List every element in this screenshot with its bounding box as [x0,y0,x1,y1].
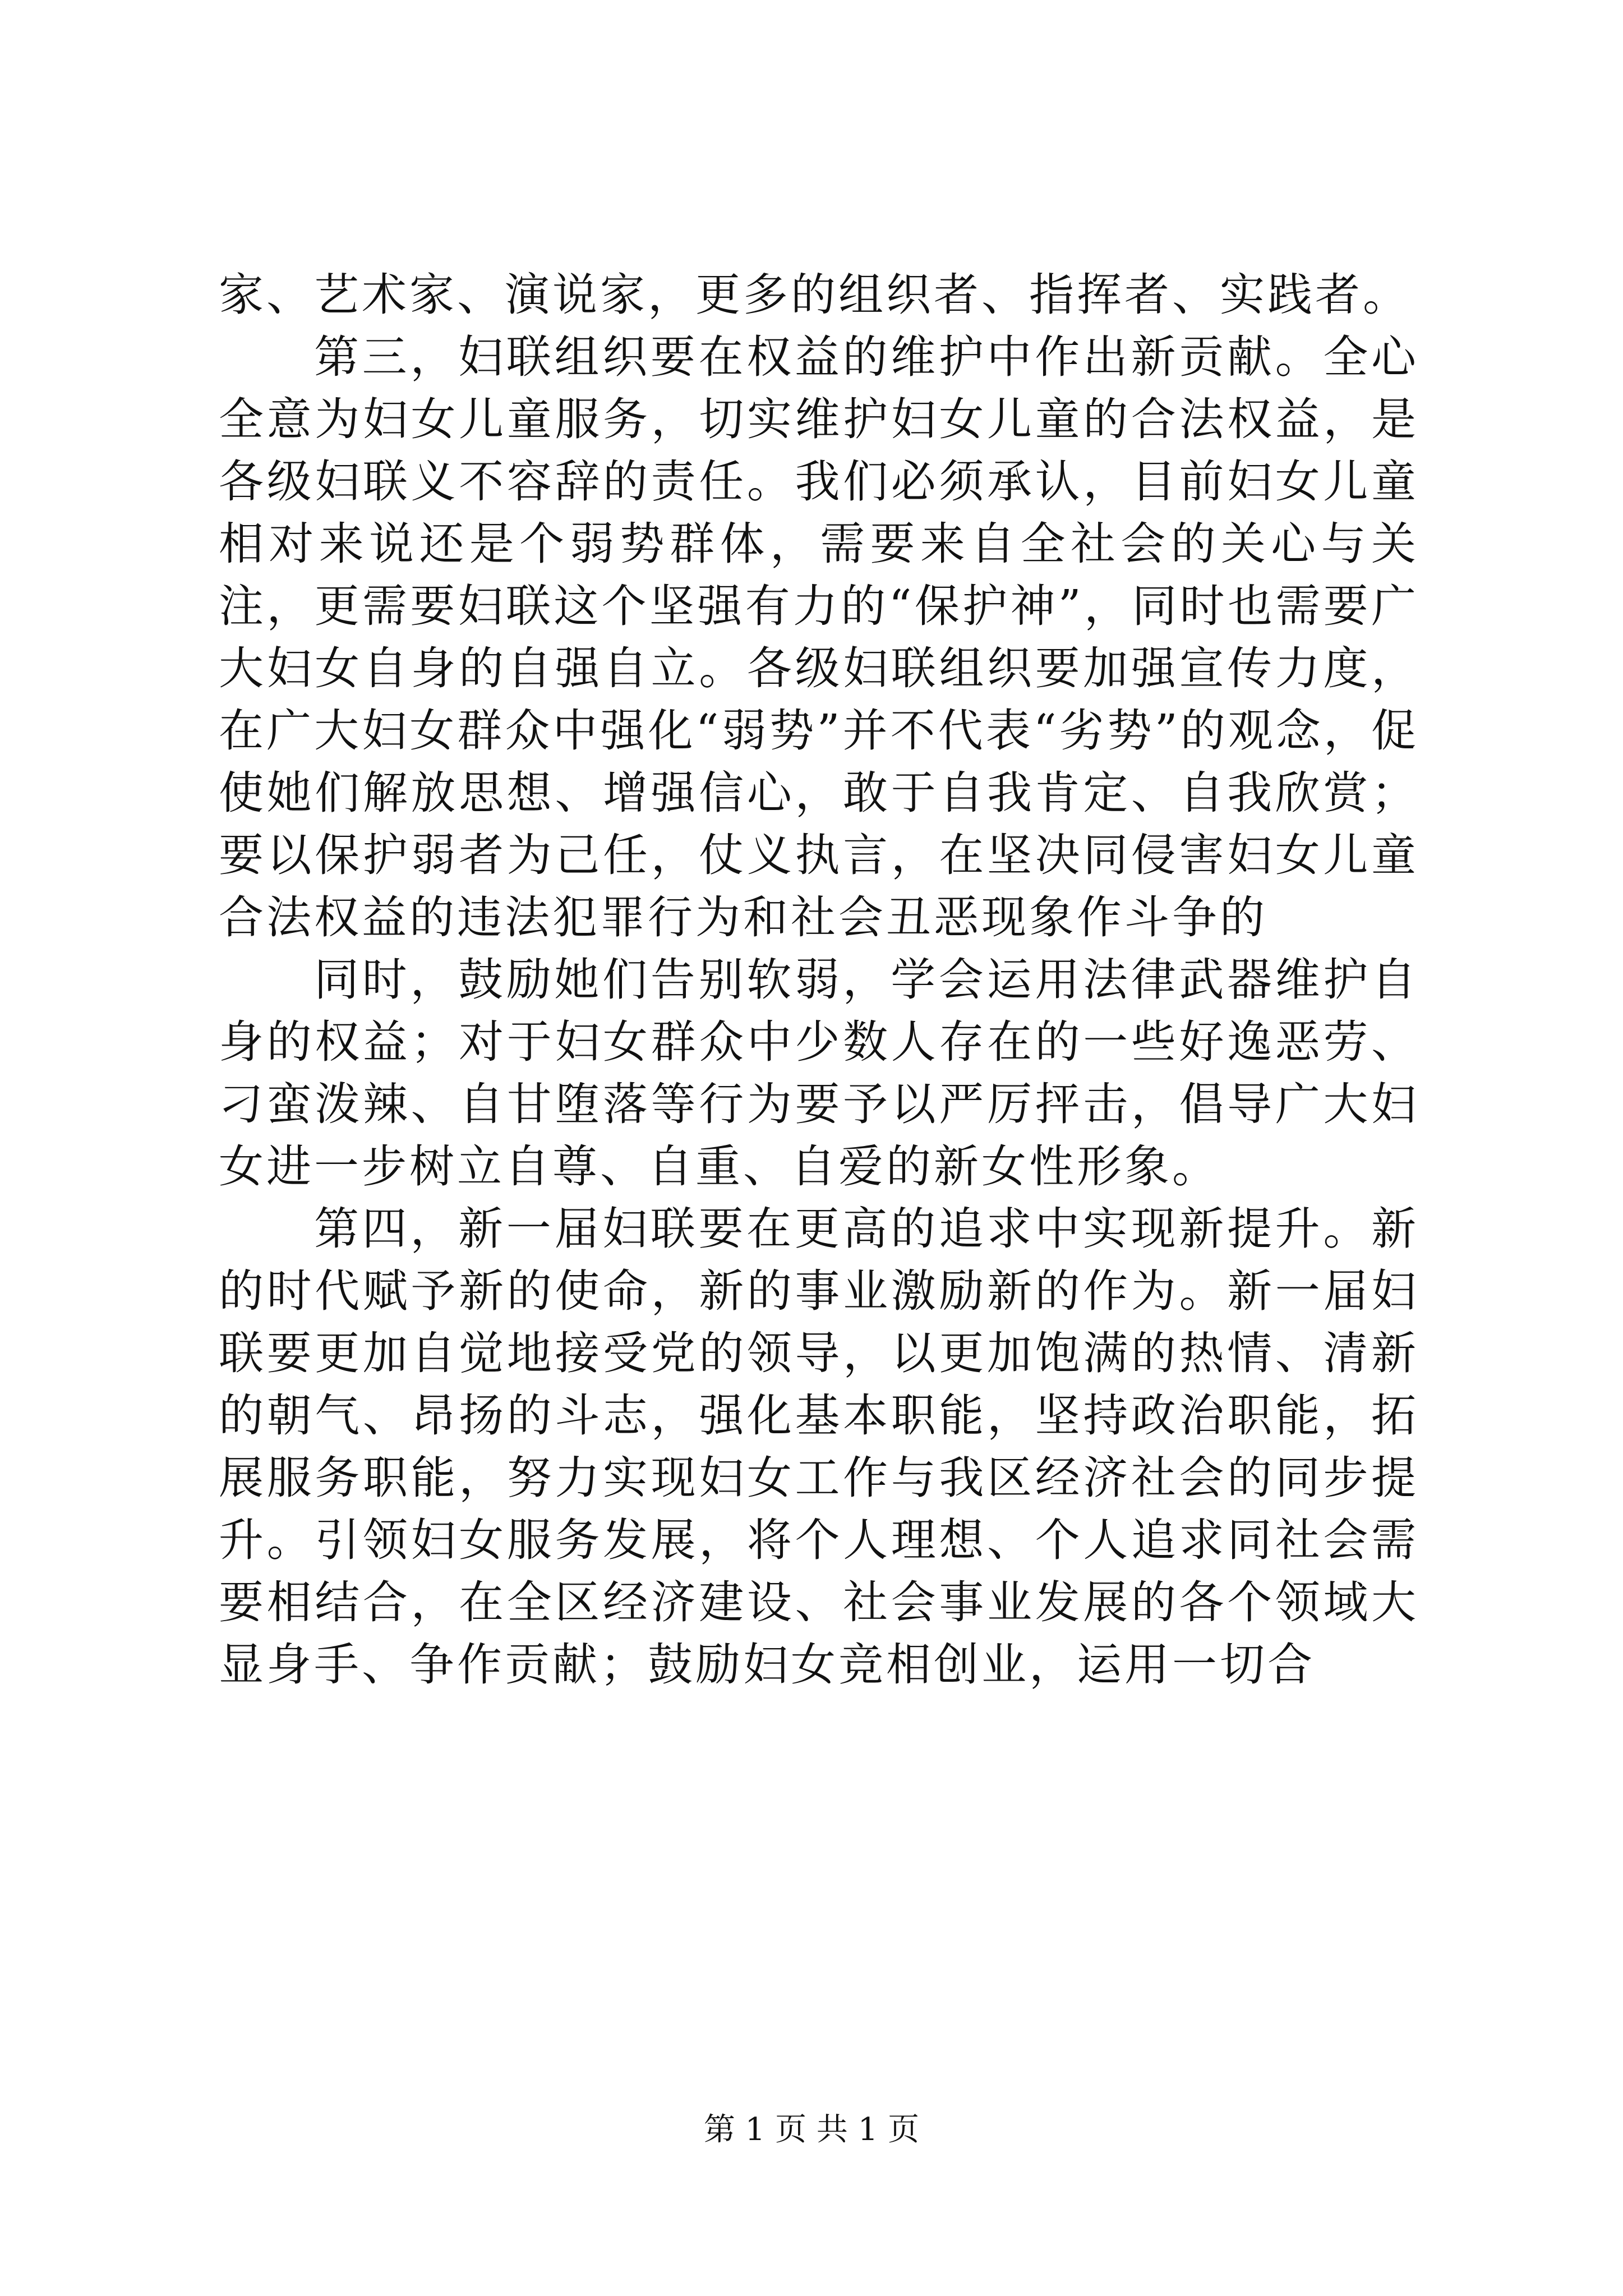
document-body [219,264,1419,1696]
paragraph-continuation: 家、艺术家、演说家，更多的组织者、指挥者、实践者。 [219,269,1410,321]
paragraph-third-point: 第三，妇联组织要在权益的维护中作出新贡献。全心全意为妇女儿童服务，切实维护妇女儿童的合法权益，是各级妇联义不容辞的责任。我们必须承认，目前妇女儿童相对来说还是个弱势群体，需要来自全社会的关心与关注，更需要妇联这个坚强有力的“保护神”，同时也需要广大妇女自身的自强自立。各级妇联组织要加强宣传力度，在广大妇女群众中强化“弱势”并不代表“劣势”的观念，促使她们解放思想、增强信心，敢于自我肯定、自我欣赏；要以保护弱者为己任，仗义执言，在坚决同侵害妇女儿童合法权益的违法犯罪行为和社会丑恶现象作斗争的 [219,331,1419,944]
paragraph-encourage-rights: 同时，鼓励她们告别软弱，学会运用法律武器维护自身的权益；对于妇女群众中少数人存在的一些好逸恶劳、刁蛮泼辣、自甘堕落等行为要予以严厉抨击，倡导广大妇女进一步树立自尊、自重、自爱的新女性形象。 [219,954,1419,1193]
paragraph-fourth-point: 第四，新一届妇联要在更高的追求中实现新提升。新的时代赋予新的使命，新的事业激励新的作为。新一届妇联要更加自觉地接受党的领导，以更加饱满的热情、清新的朝气、昂扬的斗志，强化基本职能，坚持政治职能，拓展服务职能，努力实现妇女工作与我区经济社会的同步提升。引领妇女服务发展，将个人理想、个人追求同社会需要相结合，在全区经济建设、社会事业发展的各个领域大显身手、争作贡献；鼓励妇女竞相创业，运用一切合 [219,1203,1419,1691]
page-number-footer: 第 1 页 共 1 页 [703,2111,920,2148]
